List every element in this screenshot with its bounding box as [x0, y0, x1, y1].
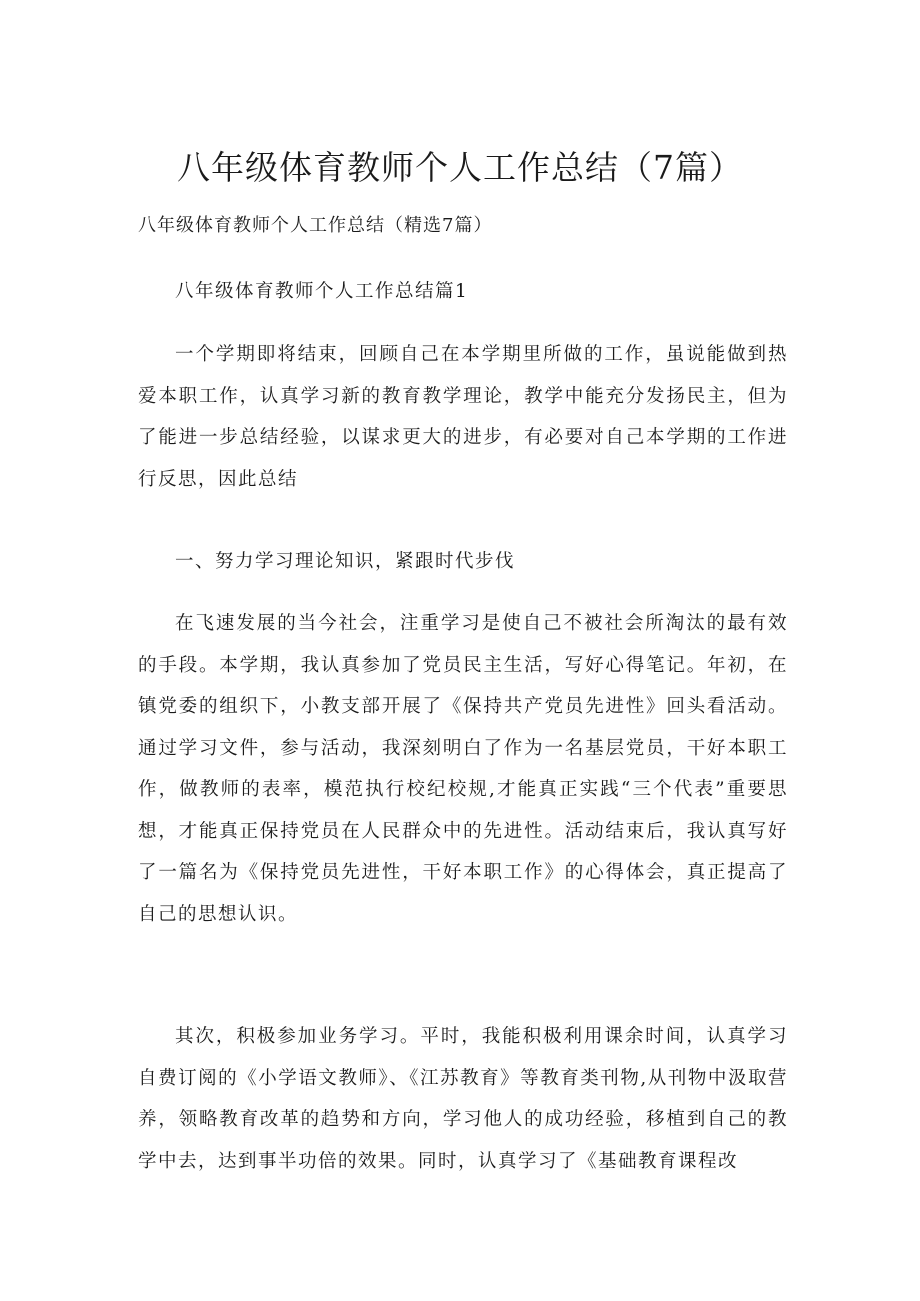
paragraph-study: 在飞速发展的当今社会，注重学习是使自己不被社会所淘汰的最有效的手段。本学期，我认真参加了党员民主生活，写好心得笔记。年初，在镇党委的组织下，小教支部开展了《保持共产党员先进性》回头看活动。通过学习文件，参与活动，我深刻明白了作为一名基层党员，干好本职工作，做教师的表率，模范执行校纪校规,才能真正实践“三个代表”重要思想，才能真正保持党员在人民群众中的先进性。活动结束后，我认真写好了一篇名为《保持党员先进性，干好本职工作》的心得体会，真正提高了自己的思想认识。 [138, 613, 788, 925]
subsection-heading: 一、努力学习理论知识，紧跟时代步伐 [175, 551, 516, 572]
section-heading: 八年级体育教师个人工作总结篇1 [175, 281, 469, 302]
document-subtitle: 八年级体育教师个人工作总结（精选7篇） [138, 215, 493, 236]
paragraph-intro: 一个学期即将结束，回顾自己在本学期里所做的工作，虽说能做到热爱本职工作，认真学习新的教育教学理论，教学中能充分发扬民主，但为了能进一步总结经验，以谋求更大的进步，有必要对自己本学期的工作进行反思，因此总结 [138, 344, 788, 490]
paragraph-business-study: 其次，积极参加业务学习。平时，我能积极利用课余时间，认真学习自费订阅的《小学语文教师》、《江苏教育》等教育类刊物,从刊物中汲取营养，领略教育改革的趋势和方向，学习他人的成功经验，移植到自己的教学中去，达到事半功倍的效果。同时，认真学习了《基础教育课程改 [138, 1026, 788, 1172]
document-title: 八年级体育教师个人工作总结（7篇） [177, 148, 743, 187]
